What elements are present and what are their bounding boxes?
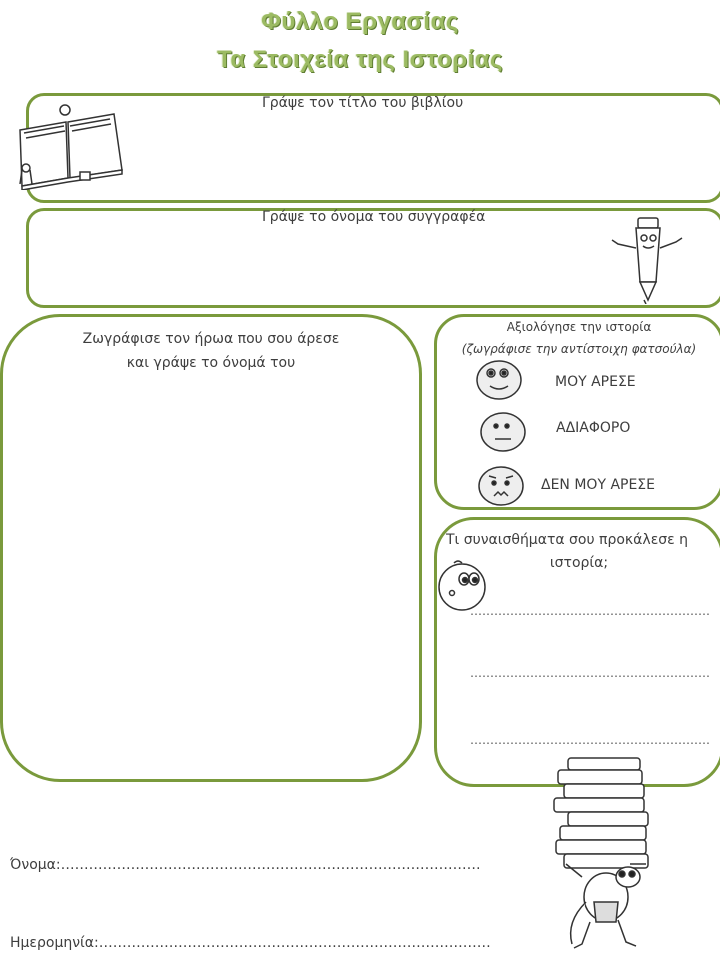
rating-option-like: ΜΟΥ ΑΡΕΣΕ [555, 374, 636, 390]
date-field[interactable]: Ημερομηνία:………………………………………………………………………… [10, 935, 491, 951]
happy-face-icon[interactable] [474, 358, 524, 406]
pencil-character-icon [608, 214, 688, 308]
author-label: Γράψε το όνομα του συγγραφέα [262, 209, 486, 225]
rating-subtitle: (ζωγράφισε την αντίστοιχη φατσούλα) [461, 342, 697, 356]
mouse-carrying-books-icon [546, 752, 676, 961]
hero-instruction-line1: Ζωγράφισε τον ήρωα που σου άρεσε [82, 331, 340, 347]
neutral-face-icon[interactable] [478, 410, 528, 458]
rating-title: Αξιολόγησε την ιστορία [506, 320, 652, 334]
name-field[interactable]: Όνομα:……………………………………………………………………………… [10, 857, 481, 873]
sad-face-icon[interactable] [476, 464, 526, 512]
rating-option-neutral: ΑΔΙΑΦΟΡΟ [556, 420, 631, 436]
feelings-answer-line-1[interactable]: …………………………………………………… [470, 604, 710, 618]
rating-option-dislike: ΔΕΝ ΜΟΥ ΑΡΕΣΕ [541, 477, 656, 493]
hero-instruction-line2: και γράψε το όνομά του [126, 355, 296, 371]
feelings-question-line2: ιστορία; [549, 555, 609, 571]
open-book-icon [10, 100, 128, 194]
feelings-answer-line-3[interactable]: …………………………………………………… [470, 733, 710, 747]
worksheet-subtitle: Τα Στοιχεία της Ιστορίας [216, 46, 504, 73]
feelings-question-line1: Τι συναισθήματα σου προκάλεσε η [446, 532, 689, 548]
hero-drawing-box[interactable] [0, 314, 422, 782]
worksheet-title: Φύλλο Εργασίας [261, 8, 459, 35]
feelings-answer-line-2[interactable]: …………………………………………………… [470, 666, 710, 680]
book-title-label: Γράψε τον τίτλο του βιβλίου [262, 95, 464, 111]
